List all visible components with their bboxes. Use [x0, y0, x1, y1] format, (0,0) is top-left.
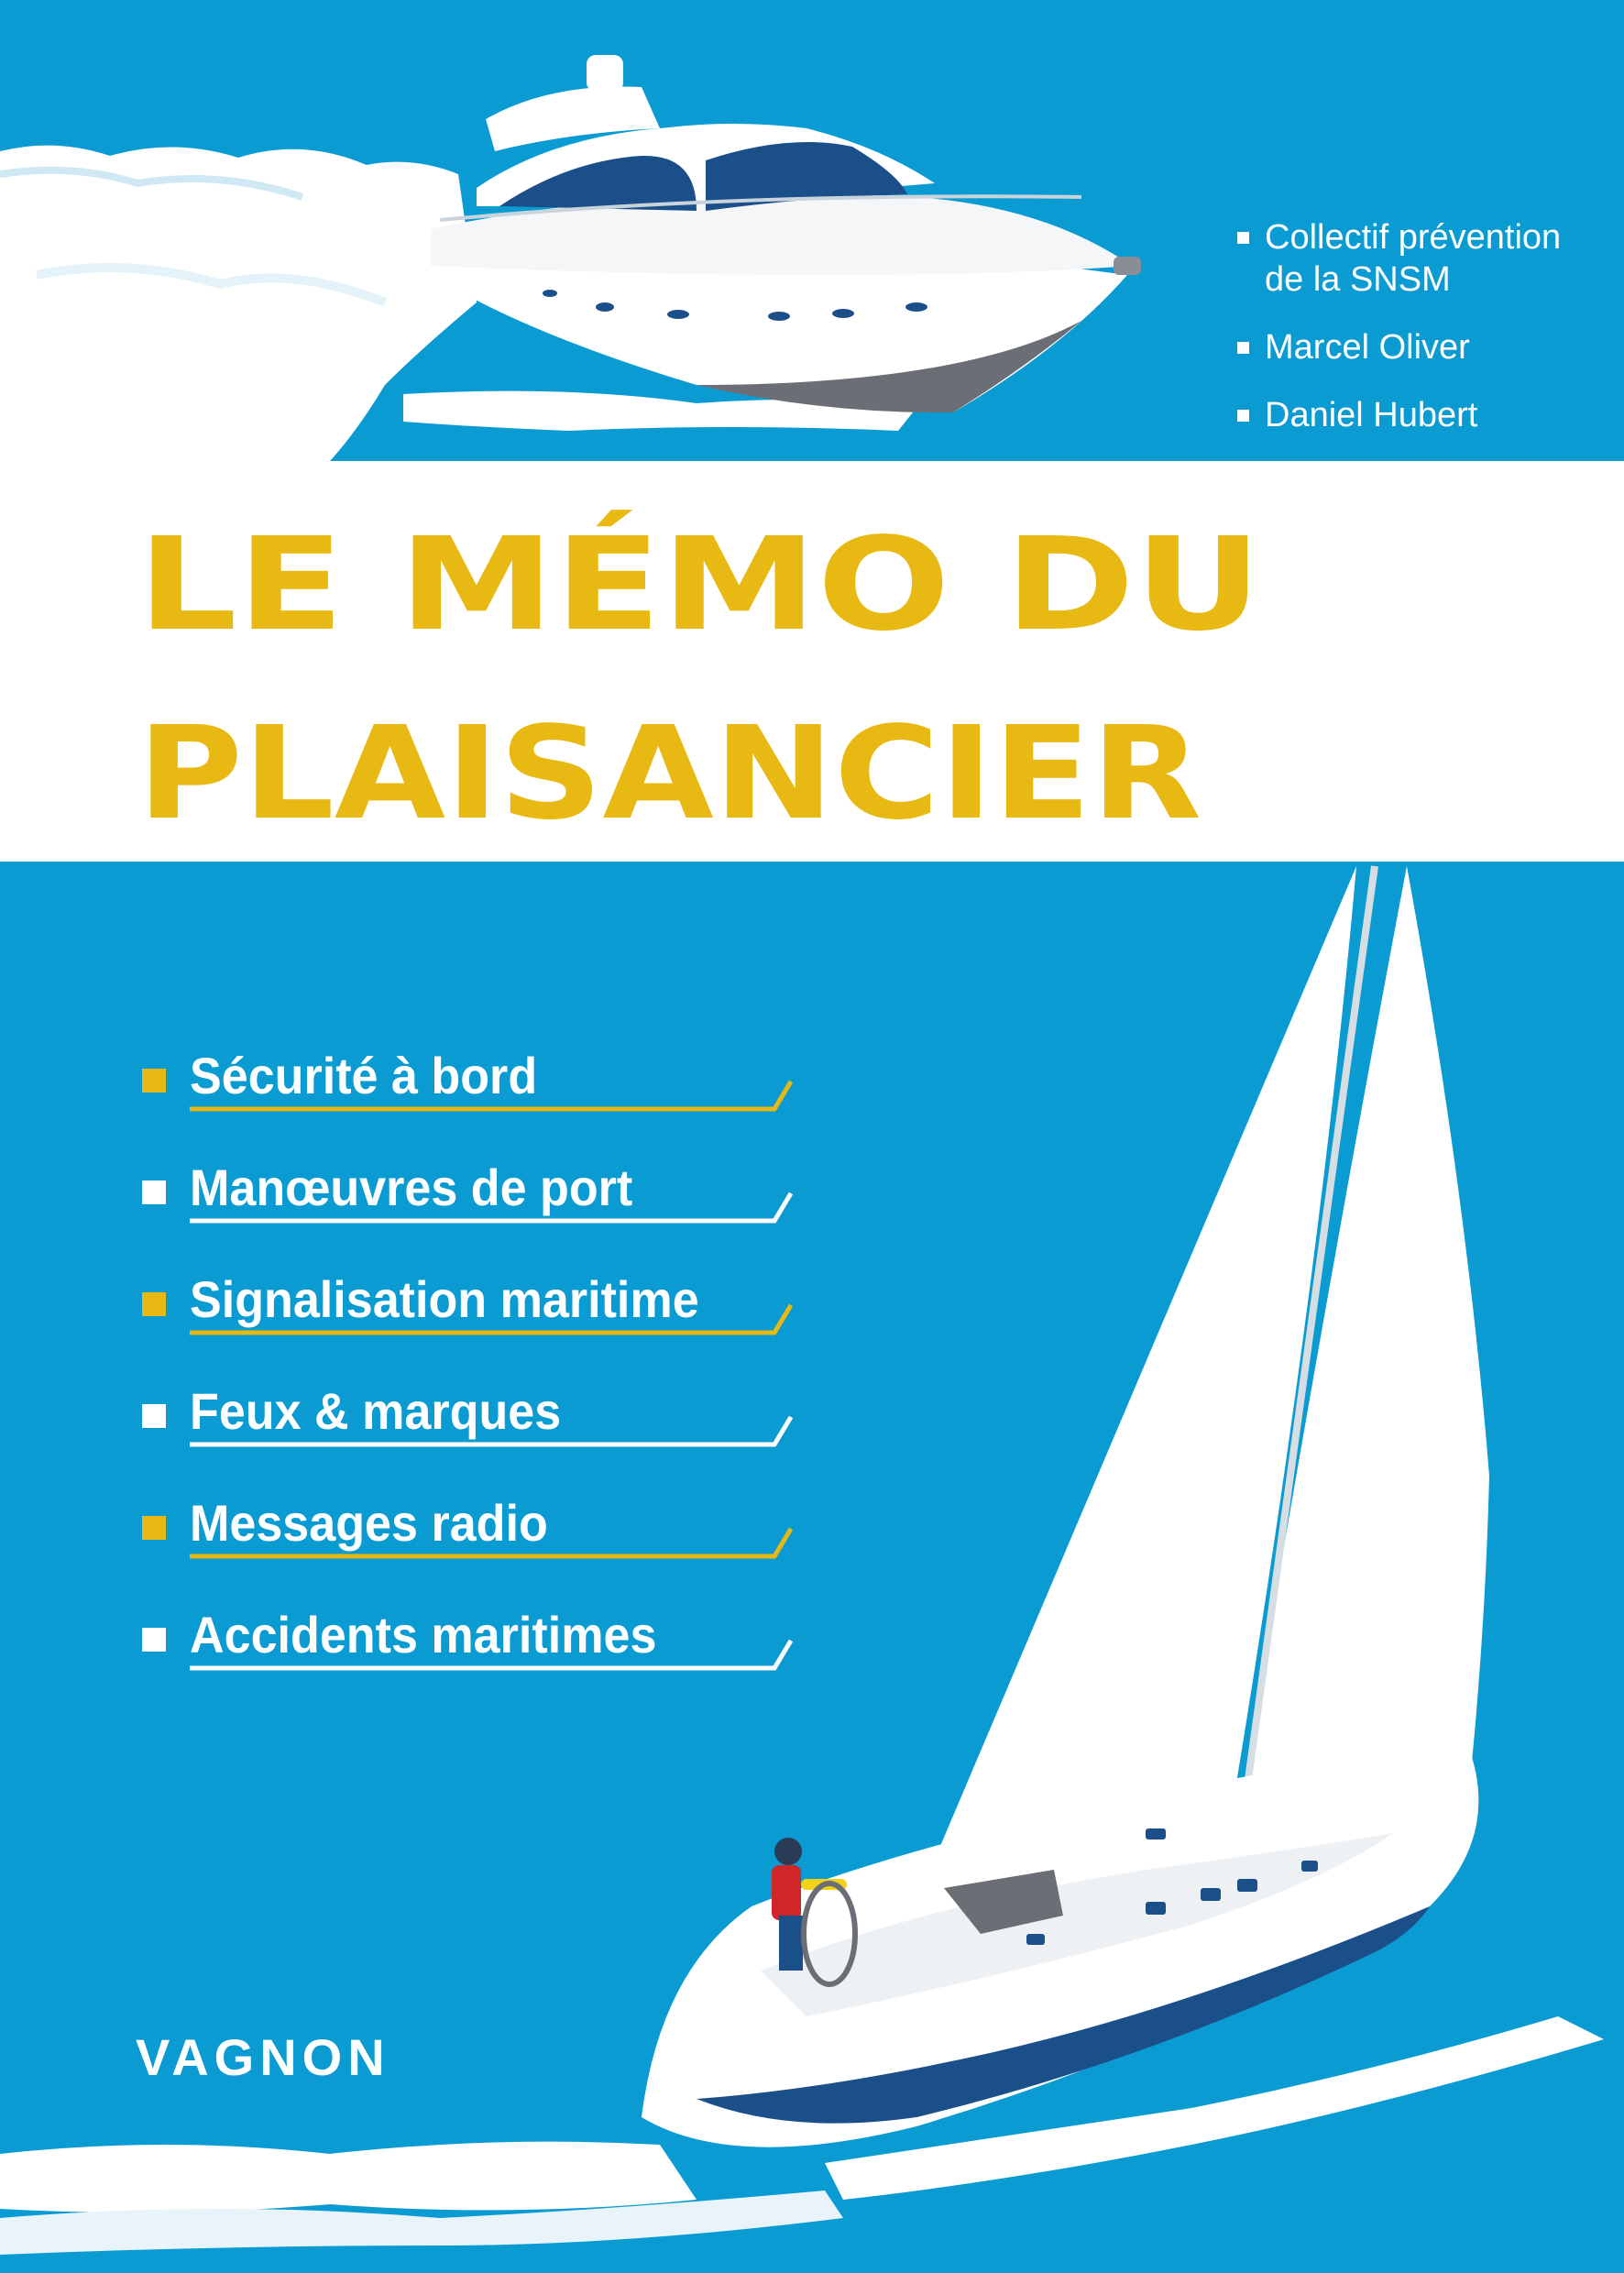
- topic-underline-icon: [188, 1630, 811, 1685]
- topic-underline-icon: [188, 1518, 811, 1573]
- author-bullet-icon: [1237, 342, 1249, 354]
- author-item: [1228, 326, 1624, 368]
- topic-bullet-icon: [142, 1069, 166, 1093]
- title-line-1: LE MÉMO DU: [137, 511, 1262, 660]
- author-list: [1228, 216, 1624, 462]
- topic-label: Accidents maritimes: [190, 1606, 657, 1664]
- topic-label: Sécurité à bord: [190, 1047, 538, 1104]
- title-line-2: PLAISANCIER: [137, 699, 1202, 849]
- author-item: [1228, 216, 1624, 301]
- motor-yacht-icon: [417, 55, 1141, 412]
- topic-label: Messages radio: [190, 1494, 548, 1552]
- topic-underline-icon: [188, 1071, 811, 1126]
- topic-underline-icon: [188, 1294, 811, 1349]
- topic-bullet-icon: [142, 1628, 166, 1652]
- author-item: [1228, 394, 1624, 436]
- topic-label: Feux & marques: [190, 1382, 562, 1440]
- topic-bullet-icon: [142, 1516, 166, 1540]
- topic-bullet-icon: [142, 1404, 166, 1428]
- author-bullet-icon: [1237, 410, 1249, 422]
- author-name: Marcel Oliver: [1265, 328, 1470, 367]
- publisher-logo-text: VAGNON: [136, 2028, 390, 2086]
- sailboat-icon: [642, 866, 1489, 2147]
- topic-label: Manœuvres de port: [190, 1158, 633, 1216]
- topic-label: Signalisation maritime: [190, 1270, 699, 1328]
- topic-bullet-icon: [142, 1180, 166, 1204]
- topic-underline-icon: [188, 1406, 811, 1461]
- topic-underline-icon: [188, 1182, 811, 1237]
- topic-bullet-icon: [142, 1292, 166, 1316]
- author-name: Collectif prévention de la SNSM: [1265, 218, 1562, 299]
- author-name: Daniel Hubert: [1265, 396, 1478, 434]
- author-bullet-icon: [1237, 232, 1249, 244]
